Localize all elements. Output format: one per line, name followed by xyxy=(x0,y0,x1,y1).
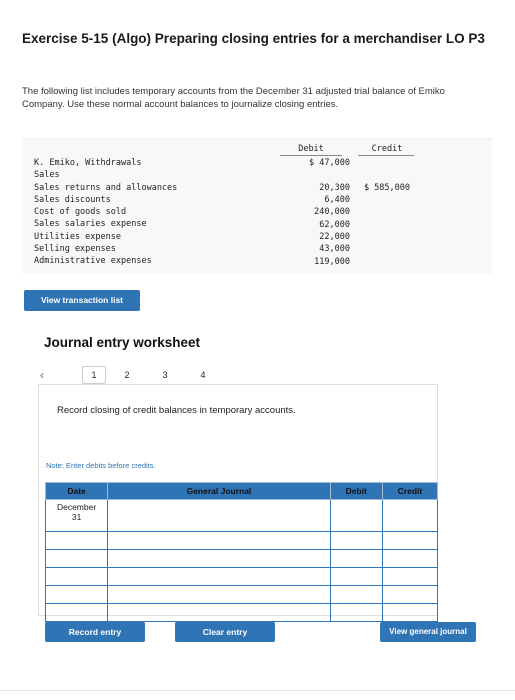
date-cell[interactable] xyxy=(46,532,108,550)
table-row xyxy=(46,500,438,532)
credit-amounts: $ 585,000 xyxy=(363,182,410,193)
debit-input[interactable] xyxy=(330,586,382,604)
bottom-divider xyxy=(0,690,515,700)
view-transaction-list-button[interactable]: View transaction list xyxy=(24,290,140,311)
debit-credit-note: Note: Enter debits before credits. xyxy=(46,461,156,470)
page-tab-3[interactable]: 3 xyxy=(162,370,168,380)
debit-input[interactable] xyxy=(330,604,382,622)
worksheet-title: Journal entry worksheet xyxy=(44,335,201,350)
exercise-intro: The following list includes temporary accounts from the December 31 adjusted trial balance of Emiko Company. Use these normal account balances to journalize closing entries. xyxy=(22,86,445,110)
credit-header: Credit xyxy=(371,144,403,154)
credit-input[interactable] xyxy=(382,568,437,586)
account-input[interactable] xyxy=(108,604,331,622)
debit-amounts: $ 47,000 20,300 6,400 240,000 62,000 22,000 43,000 119,000 xyxy=(309,158,350,267)
table-row xyxy=(46,586,438,604)
credit-input[interactable] xyxy=(382,532,437,550)
account-input[interactable] xyxy=(108,532,331,550)
view-general-journal-button[interactable]: View general journal xyxy=(380,622,476,642)
table-row xyxy=(46,532,438,550)
table-row xyxy=(46,568,438,586)
trial-balance-panel xyxy=(22,138,492,274)
account-input[interactable] xyxy=(108,586,331,604)
account-names: K. Emiko, Withdrawals Sales Sales returns and allowances Sales discounts Cost of goods sold Sales salaries expense Utilities expense Selling expenses Administrative expenses xyxy=(34,158,178,267)
date-cell[interactable] xyxy=(46,586,108,604)
debit-column-header: Debit xyxy=(330,483,382,500)
date-cell[interactable]: December 31 xyxy=(46,500,108,532)
debit-input[interactable] xyxy=(330,568,382,586)
debit-header: Debit xyxy=(298,144,324,154)
table-row xyxy=(46,604,438,622)
credit-header-underline xyxy=(358,155,414,156)
worksheet-instruction: Record closing of credit balances in temporary accounts. xyxy=(57,405,296,416)
date-cell[interactable] xyxy=(46,604,108,622)
journal-table xyxy=(45,482,438,622)
general-journal-column-header: General Journal xyxy=(108,483,331,500)
date-cell[interactable] xyxy=(46,550,108,568)
chevron-left-icon[interactable]: ‹ xyxy=(40,368,44,382)
credit-input[interactable] xyxy=(382,604,437,622)
credit-column-header: Credit xyxy=(382,483,437,500)
account-input[interactable] xyxy=(108,550,331,568)
clear-entry-button[interactable]: Clear entry xyxy=(175,622,275,642)
debit-input[interactable] xyxy=(330,500,382,532)
debit-input[interactable] xyxy=(330,532,382,550)
page-tab-4[interactable]: 4 xyxy=(200,370,206,380)
page-tab-2[interactable]: 2 xyxy=(124,370,130,380)
exercise-title: Exercise 5-15 (Algo) Preparing closing entries for a merchandiser LO P3 xyxy=(22,31,485,46)
credit-input[interactable] xyxy=(382,586,437,604)
account-input[interactable] xyxy=(108,568,331,586)
account-input[interactable] xyxy=(108,500,331,532)
debit-input[interactable] xyxy=(330,550,382,568)
record-entry-button[interactable]: Record entry xyxy=(45,622,145,642)
credit-input[interactable] xyxy=(382,550,437,568)
credit-input[interactable] xyxy=(382,500,437,532)
date-cell[interactable] xyxy=(46,568,108,586)
table-row xyxy=(46,550,438,568)
date-column-header: Date xyxy=(46,483,108,500)
page-tab-1[interactable]: 1 xyxy=(82,366,106,384)
